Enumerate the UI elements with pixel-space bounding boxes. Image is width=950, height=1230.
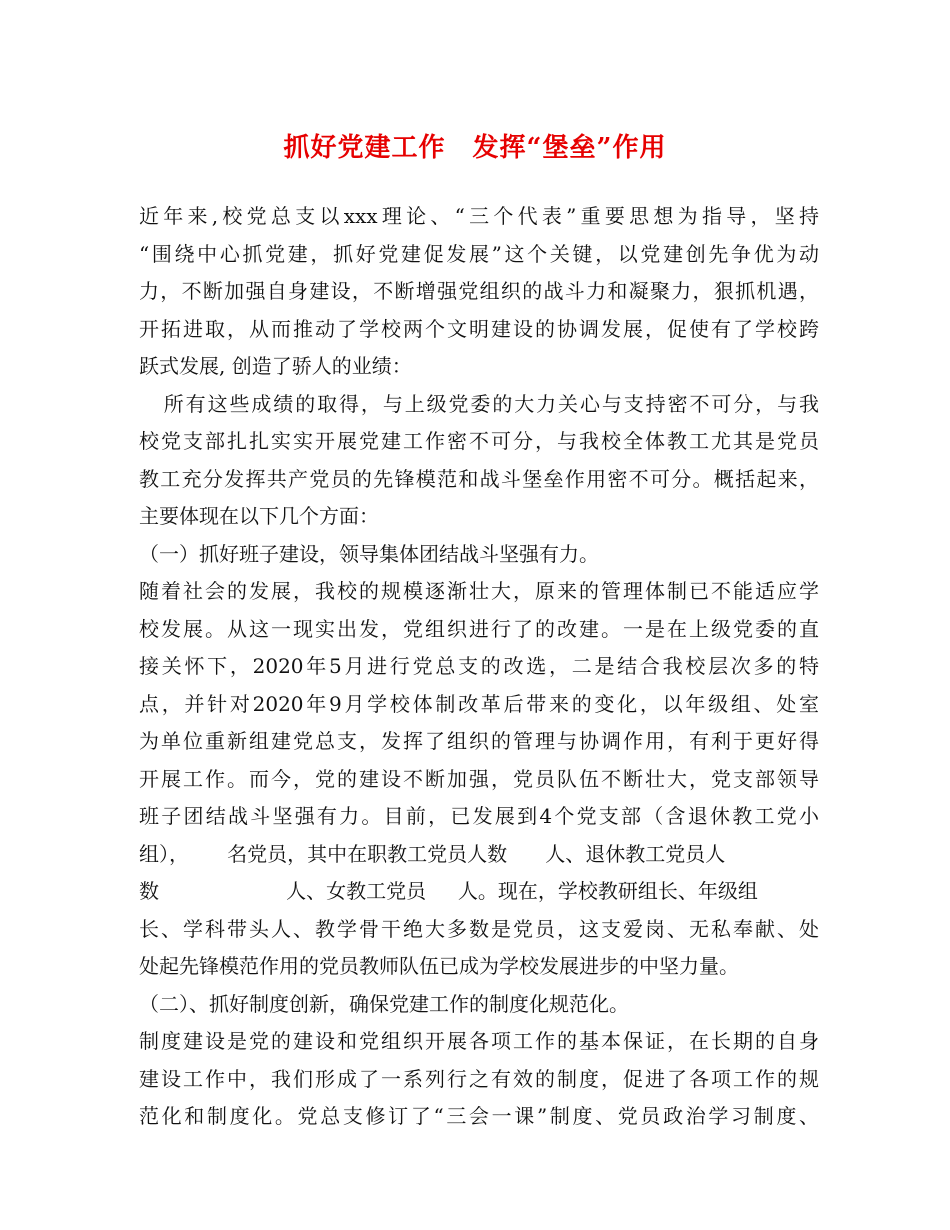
body-line: 校党支部扎扎实实开展党建工作密不可分，与我校全体教工尤其是党员 (139, 429, 819, 453)
body-line: 长、学科带头人、教学骨干绝大多数是党员，这支爱岗、无私奉献、处 (139, 916, 819, 941)
body-line: 组）， 名党员，其中在职教工党员人数 人、退休教工党员人 (139, 841, 726, 866)
body-line: 开展工作。而今，党的建设不断加强，党员队伍不断壮大，党支部领导 (139, 766, 819, 791)
body-line: 随着社会的发展，我校的规模逐渐壮大，原来的管理体制已不能适应学 (139, 579, 819, 603)
body-line: 主要体现在以下几个方面： (139, 504, 379, 528)
body-line: 为单位重新组建党总支，发挥了组织的管理与协调作用，有利于更好得 (139, 729, 819, 753)
body-line: 建设工作中，我们形成了一系列行之有效的制度，促进了各项工作的规 (139, 1066, 819, 1091)
body-line: 所有这些成绩的取得，与上级党委的大力关心与支持密不可分，与我 (139, 391, 819, 416)
body-line: 教工充分发挥共产党员的先锋模范和战斗堡垒作用密不可分。概括起来， (139, 466, 819, 491)
body-line: 处起先锋模范作用的党员教师队伍已成为学校发展进步的中坚力量。 (139, 954, 739, 978)
body-line: 近年来,校党总支以xxx理论、“三个代表”重要思想为指导，坚持 (139, 204, 819, 228)
document-title: 抓好党建工作 发挥“堡垒”作用 (283, 133, 667, 163)
body-line: （二）、抓好制度创新，确保党建工作的制度化规范化。 (139, 991, 629, 1016)
body-line: 数 人、女教工党员 人。现在，学校教研组长、年级组 (139, 879, 758, 903)
body-line: 班子团结战斗坚强有力。目前，已发展到4个党支部（含退休教工党小 (139, 804, 819, 828)
body-line: 开拓进取，从而推动了学校两个文明建设的协调发展，促使有了学校跨 (139, 316, 819, 341)
body-line: 校发展。从这一现实出发，党组织进行了的改建。一是在上级党委的直 (139, 616, 819, 641)
body-line: 接关怀下，2020年5月进行党总支的改选，二是结合我校层次多的特 (139, 654, 819, 678)
body-line: 范化和制度化。党总支修订了“三会一课”制度、党员政治学习制度、 (139, 1104, 819, 1128)
body-line: （一）抓好班子建设，领导集体团结战斗坚强有力。 (139, 541, 599, 566)
body-line: 制度建设是党的建设和党组织开展各项工作的基本保证，在长期的自身 (139, 1029, 819, 1053)
body-line: 跃式发展, 创造了骄人的业绩： (139, 354, 412, 378)
body-line: 点，并针对2020年9月学校体制改革后带来的变化，以年级组、处室 (139, 691, 819, 716)
body-line: “围绕中心抓党建，抓好党建促发展”这个关键，以党建创先争优为动 (139, 241, 819, 266)
body-line: 力，不断加强自身建设，不断增强党组织的战斗力和凝聚力，狠抓机遇， (139, 279, 819, 303)
document-body (139, 198, 819, 1136)
